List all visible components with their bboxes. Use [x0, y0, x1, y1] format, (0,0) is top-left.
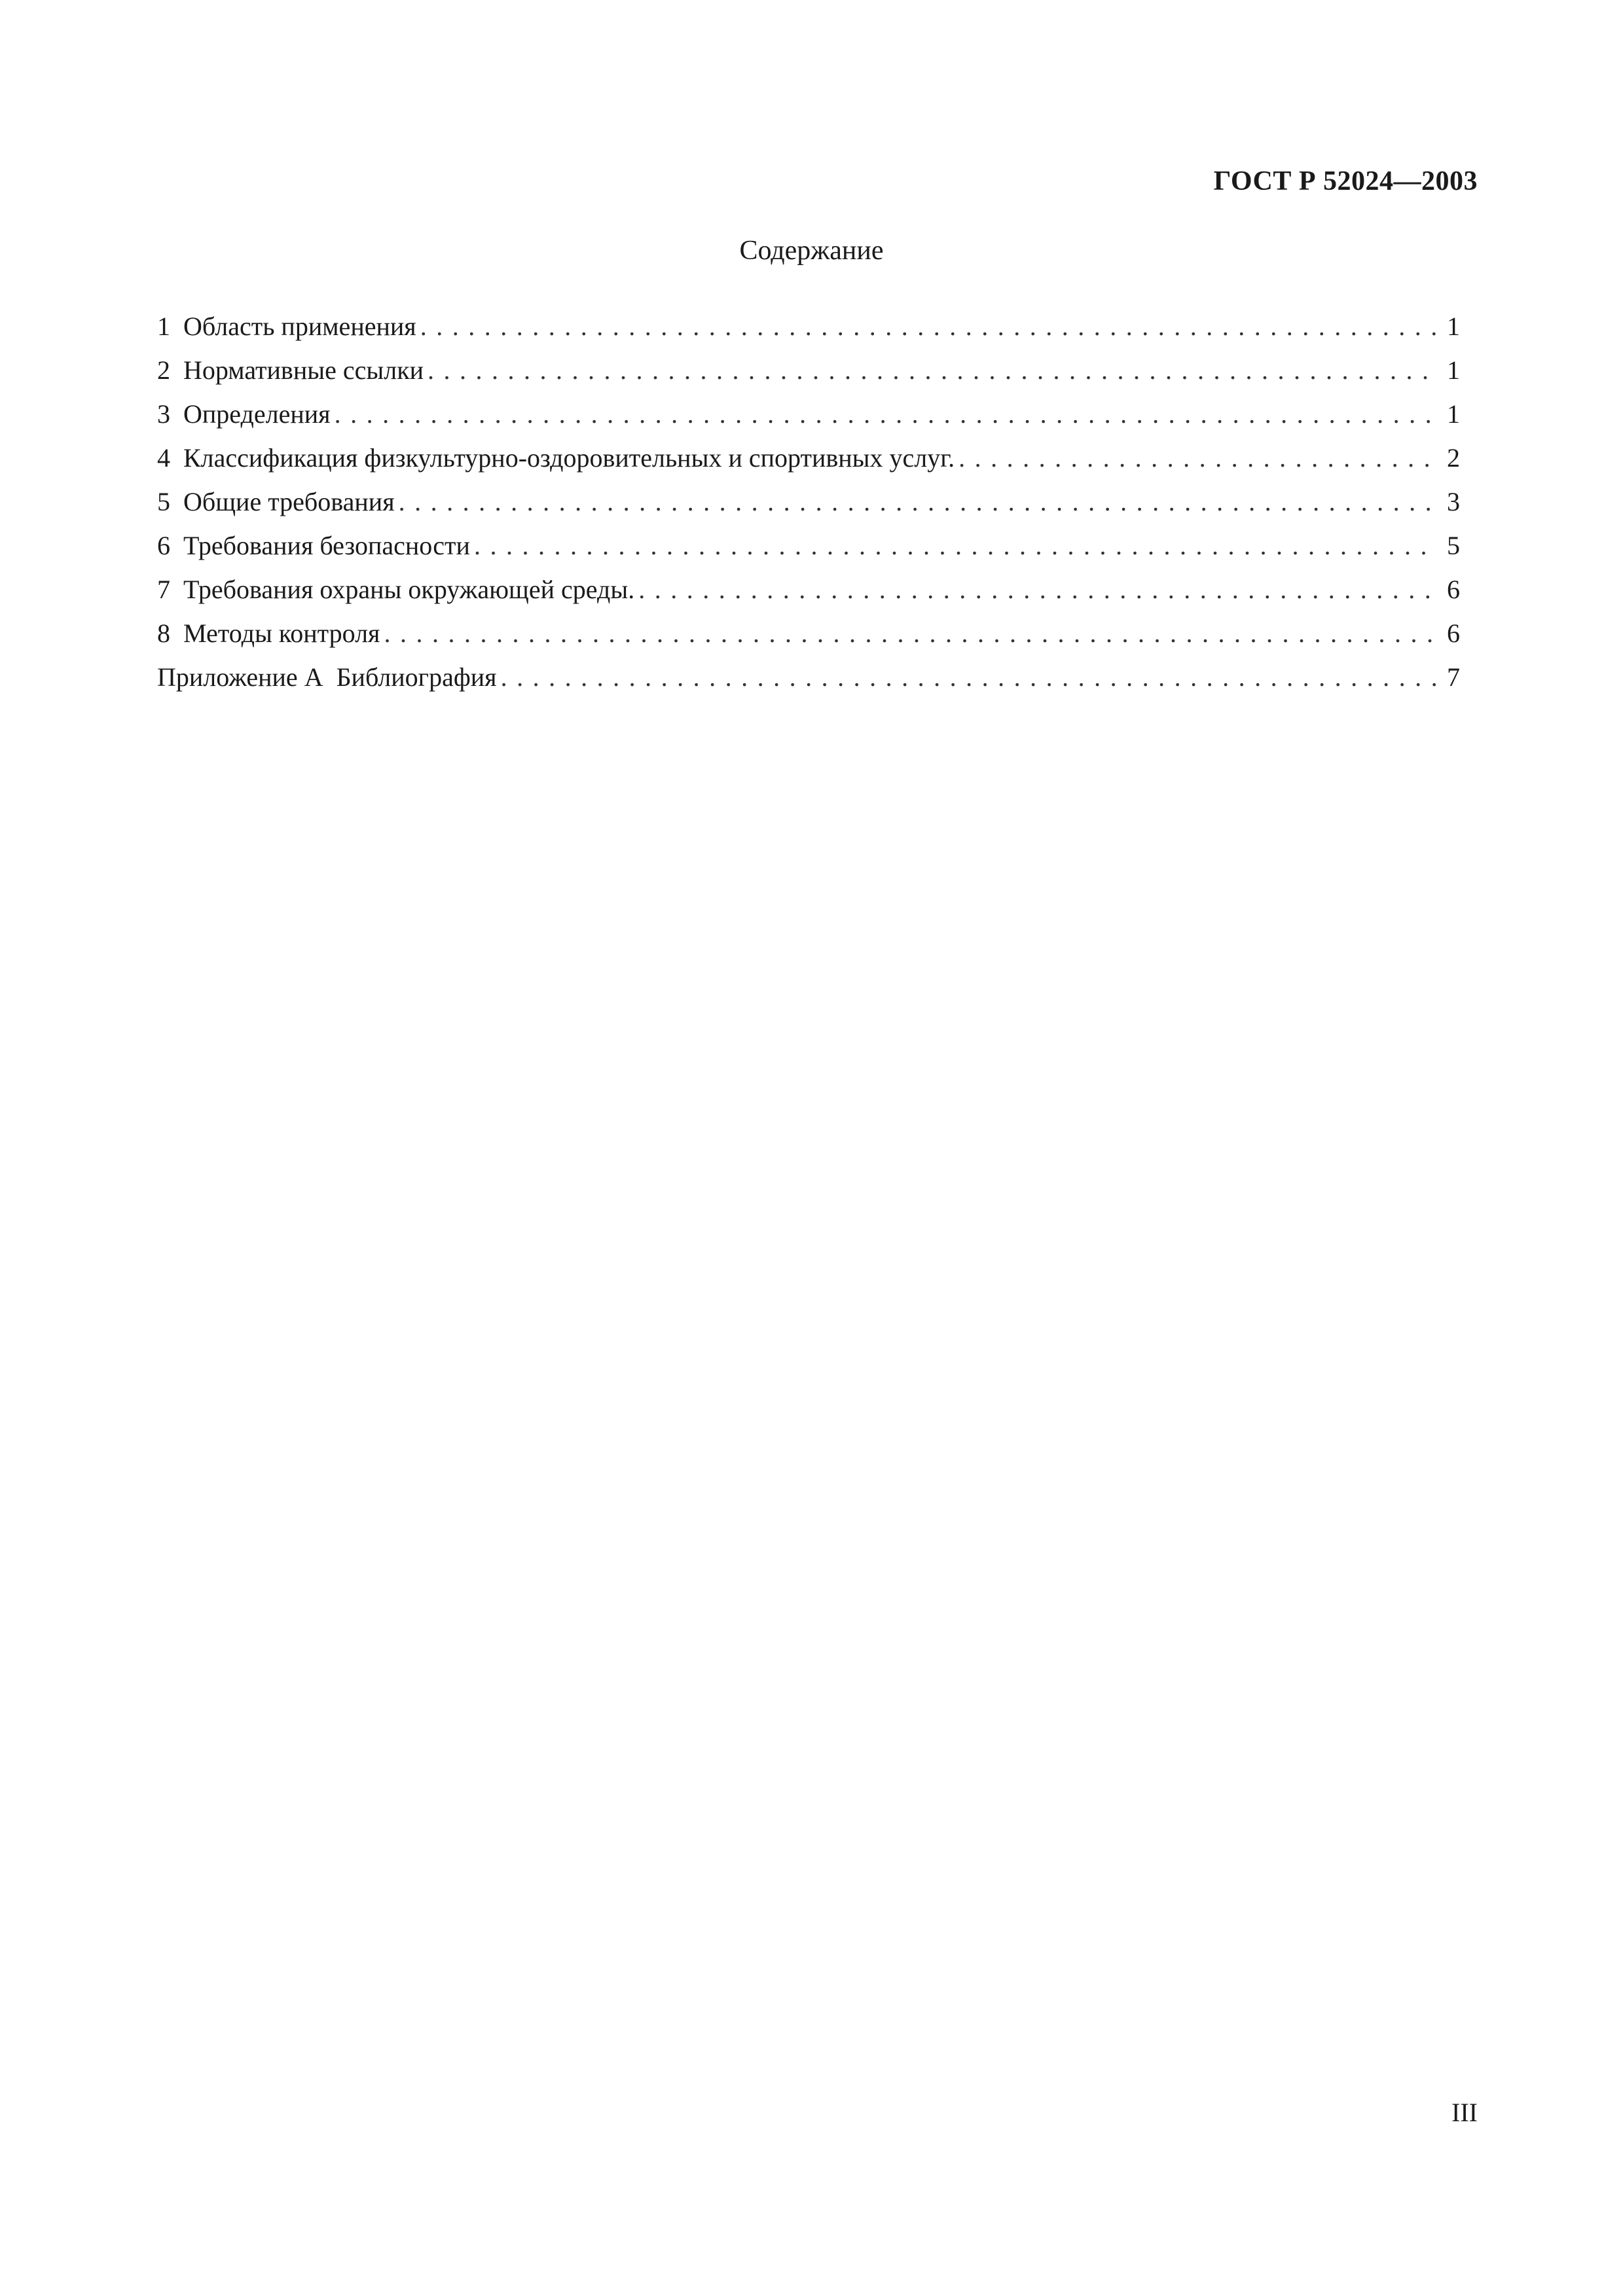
toc-entry-page: 1	[1447, 355, 1460, 385]
toc-entry-page: 1	[1447, 312, 1460, 341]
toc-entry-label: 2 Нормативные ссылки	[157, 355, 424, 385]
toc-entry-scope[interactable]	[157, 304, 1460, 348]
toc-entry-page: 2	[1447, 443, 1460, 473]
toc-dot-leader	[335, 392, 1438, 436]
toc-dot-leader	[958, 436, 1438, 480]
toc-entry-label: 1 Область применения	[157, 312, 416, 341]
toc-entry-label: Приложение А Библиография	[157, 662, 497, 692]
toc-entry-normative-references[interactable]	[157, 348, 1460, 392]
toc-entry-page: 3	[1447, 487, 1460, 516]
toc-entry-label: 5 Общие требования	[157, 487, 395, 516]
toc-entry-classification[interactable]	[157, 436, 1460, 480]
toc-entry-general-requirements[interactable]	[157, 480, 1460, 524]
toc-dot-leader	[501, 655, 1438, 699]
toc-entry-page: 5	[1447, 531, 1460, 560]
toc-entry-page: 1	[1447, 399, 1460, 429]
toc-dot-leader	[384, 611, 1438, 655]
toc-entry-page: 6	[1447, 619, 1460, 648]
toc-title: Содержание	[739, 236, 884, 266]
document-number: ГОСТ Р 52024—2003	[1213, 166, 1478, 196]
toc-dot-leader	[428, 348, 1438, 392]
toc-entry-environmental-requirements[interactable]	[157, 567, 1460, 611]
table-of-contents	[157, 304, 1460, 699]
page-number: III	[1451, 2098, 1478, 2127]
toc-dot-leader	[638, 567, 1438, 611]
toc-entry-safety-requirements[interactable]	[157, 524, 1460, 567]
toc-dot-leader	[420, 304, 1438, 348]
toc-entry-appendix-bibliography[interactable]	[157, 655, 1460, 699]
toc-dot-leader	[399, 480, 1438, 524]
toc-dot-leader	[474, 524, 1438, 567]
toc-entry-control-methods[interactable]	[157, 611, 1460, 655]
toc-entry-page: 7	[1447, 662, 1460, 692]
toc-entry-label: 4 Классификация физкультурно-оздоровительных и спортивных услуг.	[157, 443, 955, 473]
toc-entry-label: 6 Требования безопасности	[157, 531, 470, 560]
toc-entry-label: 7 Требования охраны окружающей среды.	[157, 575, 635, 604]
toc-entry-label: 3 Определения	[157, 399, 331, 429]
toc-entry-definitions[interactable]	[157, 392, 1460, 436]
toc-entry-page: 6	[1447, 575, 1460, 604]
toc-entry-label: 8 Методы контроля	[157, 619, 380, 648]
